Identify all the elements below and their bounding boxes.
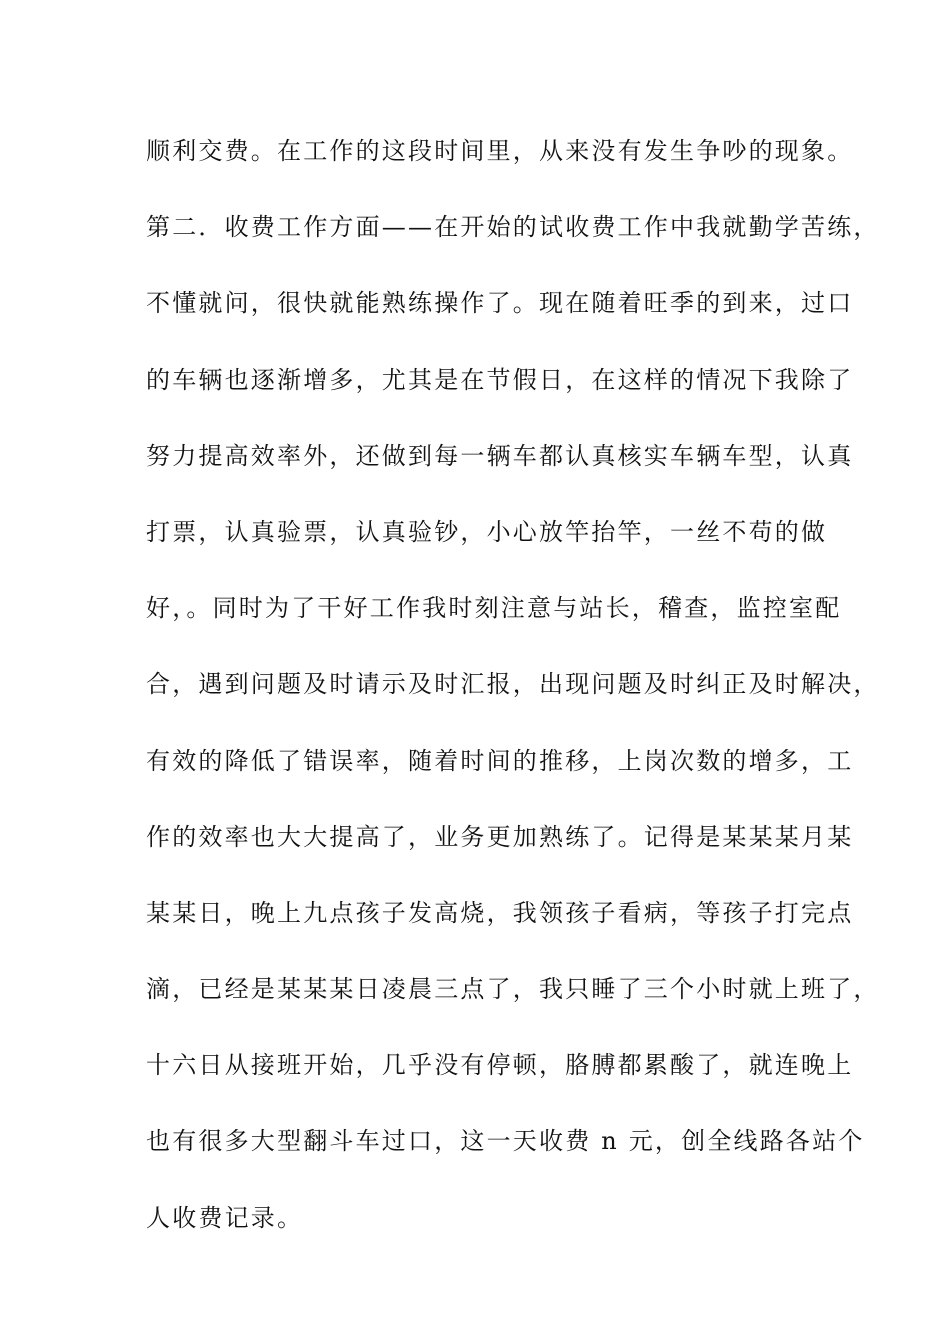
text-line-11: 某某日，晚上九点孩子发高烧，我领孩子看病，等孩子打完点 bbox=[146, 898, 854, 927]
text-line-3: 不懂就问，很快就能熟练操作了。现在随着旺季的到来，过口 bbox=[146, 289, 854, 318]
text-line-14: 也有很多大型翻斗车过口，这一天收费 n 元，创全线路各站个 bbox=[146, 1127, 865, 1156]
text-line-7: 好，。同时为了干好工作我时刻注意与站长，稽查，监控室配 bbox=[146, 594, 842, 623]
text-line-15: 人收费记录。 bbox=[146, 1203, 304, 1232]
text-line-6: 打票，认真验票，认真验钞，小心放竿抬竿，一丝不苟的做 bbox=[146, 517, 828, 546]
text-line-9: 有效的降低了错误率，随着时间的推移，上岗次数的增多，工 bbox=[146, 746, 854, 775]
text-line-2: 第二．收费工作方面——在开始的试收费工作中我就勤学苦练， bbox=[146, 213, 880, 242]
text-line-5: 努力提高效率外，还做到每一辆车都认真核实车辆车型，认真 bbox=[146, 441, 854, 470]
text-line-4: 的车辆也逐渐增多，尤其是在节假日，在这样的情况下我除了 bbox=[146, 365, 854, 394]
text-line-13: 十六日从接班开始，几乎没有停顿，胳膊都累酸了，就连晚上 bbox=[146, 1051, 854, 1080]
text-line-8: 合，遇到问题及时请示及时汇报，出现问题及时纠正及时解决， bbox=[146, 670, 880, 699]
text-line-10: 作的效率也大大提高了，业务更加熟练了。记得是某某某月某 bbox=[146, 822, 854, 851]
text-line-12: 滴，已经是某某某日凌晨三点了，我只睡了三个小时就上班了， bbox=[146, 975, 880, 1004]
text-line-1: 顺利交费。在工作的这段时间里，从来没有发生争吵的现象。 bbox=[146, 137, 854, 165]
document-body bbox=[146, 131, 880, 1274]
